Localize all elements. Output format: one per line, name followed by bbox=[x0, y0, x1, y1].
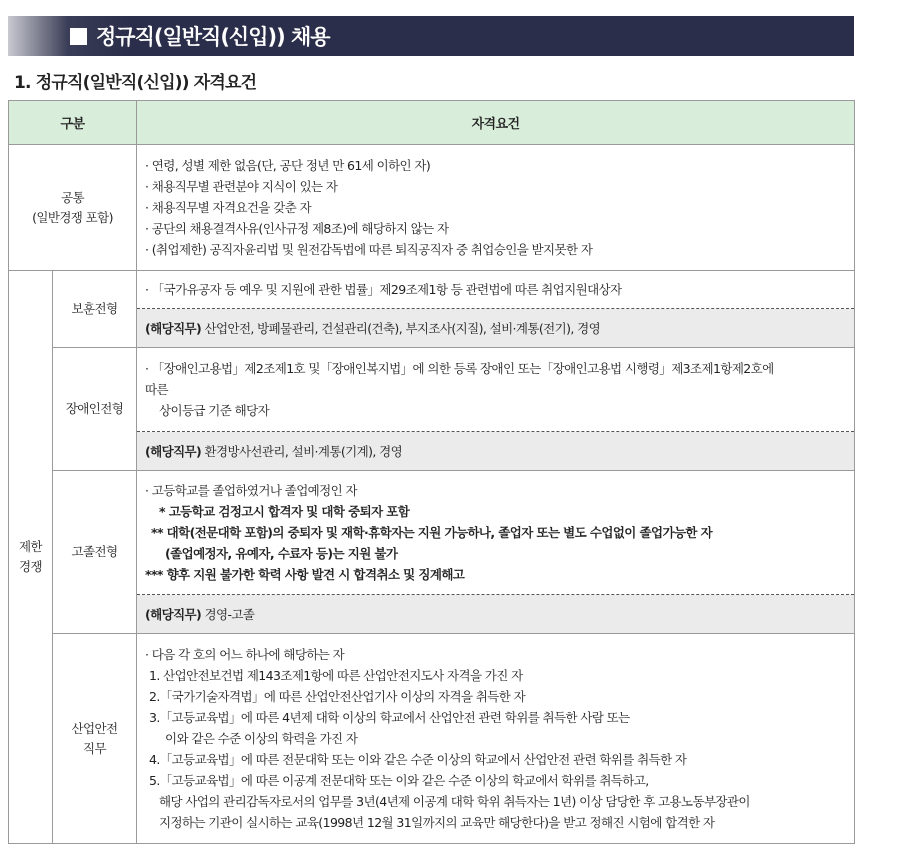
table-row-common bbox=[9, 145, 855, 271]
list-item: 해당 사업의 관리감독자로서의 업무를 3년(4년제 이공계 대학 학위 취득자는 1년) 이상 담당한 후 고용노동부장관이 bbox=[159, 794, 750, 809]
list-item: 이와 같은 수준 이상의 학력을 가진 자 bbox=[165, 731, 358, 746]
disabled-label: 장애인전형 bbox=[53, 348, 137, 471]
list-item: 3.「고등교육법」에 따른 4년제 대학 이상의 학교에서 산업안전 관련 학위를 취득한 사람 또는 bbox=[149, 710, 630, 725]
list-item: · 다음 각 호의 어느 하나에 해당하는 자 bbox=[145, 647, 345, 662]
list-item: 2.「국가기술자격법」에 따른 산업안전산업기사 이상의 자격을 취득한 자 bbox=[149, 689, 526, 704]
list-item: · (취업제한) 공직자윤리법 및 원전감독법에 따른 퇴직공직자 중 취업승인을 받지못한 자 bbox=[145, 242, 593, 257]
list-item: (졸업예정자, 유예자, 수료자 등)는 지원 불가 bbox=[165, 546, 398, 561]
disabled-duty bbox=[137, 432, 855, 471]
list-item: 5.「고등교육법」에 따른 이공계 전문대학 또는 이와 같은 수준 이상의 학교에서 학위를 취득하고, bbox=[149, 773, 649, 788]
list-item: · 「장애인고용법」제2조제1호 및「장애인복지법」에 의한 등록 장애인 또는「장애인고용법 시행령」제3조제1항제2호에 bbox=[145, 361, 774, 376]
restricted-label: 제한 경쟁 bbox=[9, 271, 53, 844]
duty-tag: (해당직무) bbox=[145, 321, 202, 336]
veteran-duty bbox=[137, 309, 855, 348]
list-item: *** 향후 지원 불가한 학력 사항 발견 시 합격취소 및 징계해고 bbox=[145, 567, 465, 582]
veteran-requirements bbox=[137, 271, 855, 309]
table-row-veteran bbox=[9, 271, 855, 309]
list-item: · 채용직무별 관련분야 지식이 있는 자 bbox=[145, 179, 338, 194]
list-item: · 공단의 채용결격사유(인사규정 제8조)에 해당하지 않는 자 bbox=[145, 221, 449, 236]
table-row-disabled bbox=[9, 348, 855, 432]
requirements-table bbox=[8, 100, 855, 844]
list-item: · 고등학교를 졸업하였거나 졸업예정인 자 bbox=[145, 483, 357, 498]
table-row-highschool bbox=[9, 471, 855, 595]
section-heading: 1. 정규직(일반직(신입)) 자격요건 bbox=[14, 73, 257, 93]
veteran-label: 보훈전형 bbox=[53, 271, 137, 348]
duty-text: 산업안전, 방폐물관리, 건설관리(건축), 부지조사(지질), 설비·계통(전기), 경영 bbox=[201, 321, 601, 336]
section-banner bbox=[8, 16, 854, 56]
list-item: 따른 bbox=[145, 382, 168, 397]
list-item: 1. 산업안전보건법 제143조제1항에 따른 산업안전지도사 자격을 가진 자 bbox=[149, 668, 523, 683]
disabled-requirements bbox=[137, 348, 855, 432]
list-item: · 「국가유공자 등 예우 및 지원에 관한 법률」제29조제1항 등 관련법에 따른 취업지원대상자 bbox=[145, 282, 622, 297]
list-item: · 채용직무별 자격요건을 갖춘 자 bbox=[145, 200, 312, 215]
list-item: ** 대학(전문대학 포함)의 중퇴자 및 재학·휴학자는 지원 가능하나, 졸업자 또는 별도 수업없이 졸업가능한 자 bbox=[151, 525, 713, 540]
list-item: 4.「고등교육법」에 따른 전문대학 또는 이와 같은 수준 이상의 학교에서 산업안전 관련 학위를 취득한 자 bbox=[149, 752, 687, 767]
banner-title: 정규직(일반직(신입)) 채용 bbox=[96, 25, 330, 49]
square-bullet-icon bbox=[70, 28, 87, 45]
safety-label: 산업안전 직무 bbox=[53, 634, 137, 844]
safety-requirements bbox=[137, 634, 855, 844]
list-item: 상이등급 기준 해당자 bbox=[159, 403, 270, 418]
duty-text: 경영-고졸 bbox=[201, 607, 255, 622]
duty-tag: (해당직무) bbox=[145, 444, 202, 459]
highschool-duty bbox=[137, 595, 855, 634]
duty-text: 환경방사선관리, 설비·계통(기계), 경영 bbox=[201, 444, 403, 459]
table-row-safety bbox=[9, 634, 855, 844]
duty-tag: (해당직무) bbox=[145, 607, 202, 622]
list-item: 지정하는 기관이 실시하는 교육(1998년 12월 31일까지의 교육만 해당한다)을 받고 정해진 시험에 합격한 자 bbox=[159, 815, 715, 830]
header-requirements: 자격요건 bbox=[137, 101, 855, 145]
header-category: 구분 bbox=[9, 101, 137, 145]
common-requirements bbox=[137, 145, 855, 271]
list-item: * 고등학교 검정고시 합격자 및 대학 중퇴자 포함 bbox=[159, 504, 410, 519]
highschool-requirements bbox=[137, 471, 855, 595]
common-label: 공통 (일반경쟁 포함) bbox=[9, 145, 137, 271]
table-header-row bbox=[9, 101, 855, 145]
list-item: · 연령, 성별 제한 없음(단, 공단 정년 만 61세 이하인 자) bbox=[145, 158, 431, 173]
highschool-label: 고졸전형 bbox=[53, 471, 137, 634]
